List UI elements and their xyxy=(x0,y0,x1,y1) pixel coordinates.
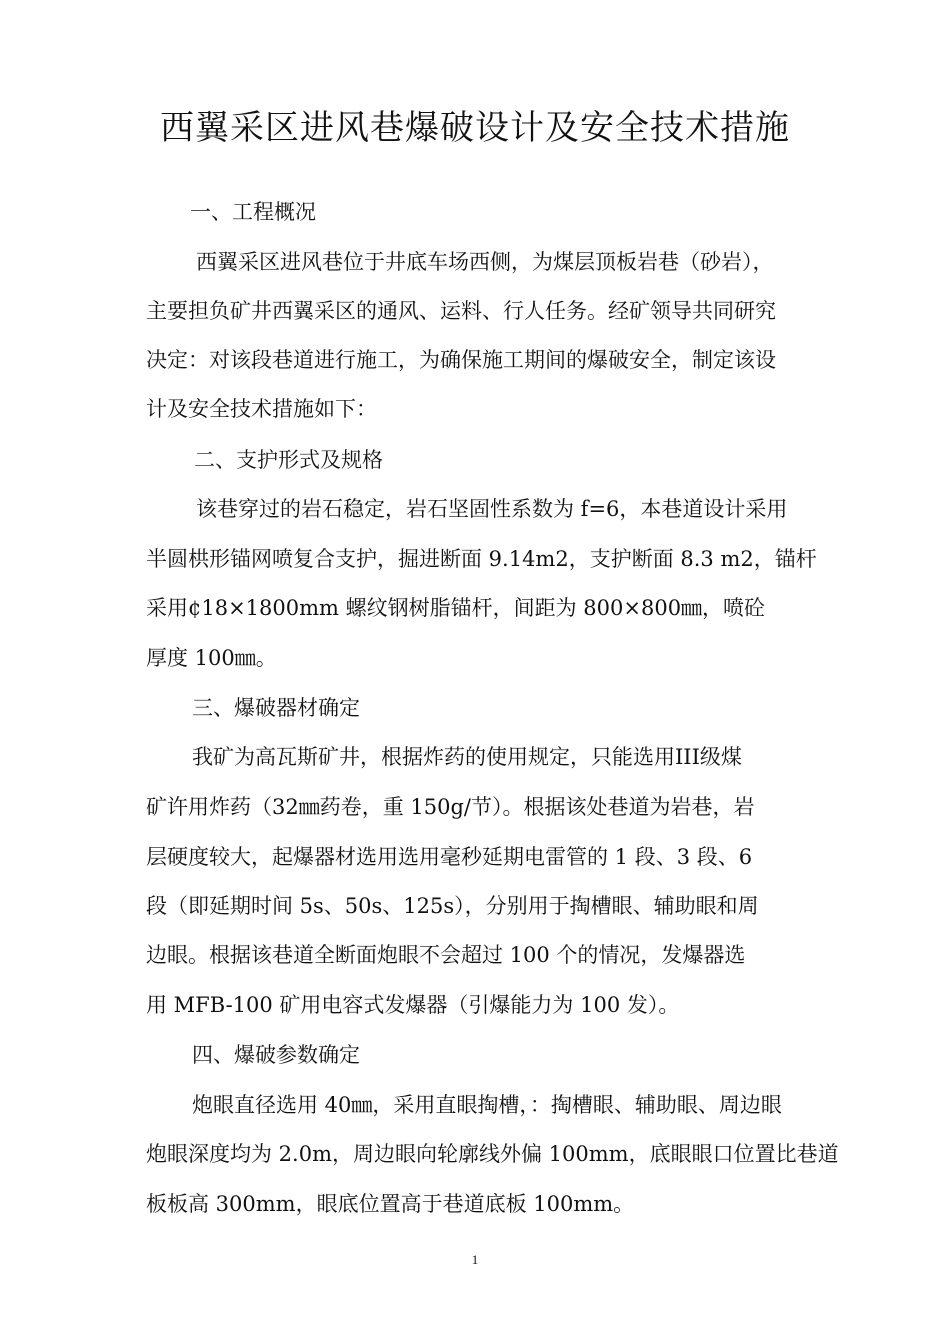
paragraph-line: 炮眼深度均为 2.0m，周边眼向轮廓线外偏 100mm，底眼眼口位置比巷道 xyxy=(146,1142,839,1166)
paragraph-line: 用 MFB-100 矿用电容式发爆器（引爆能力为 100 发）。 xyxy=(146,993,680,1017)
paragraph-line: 炮眼直径选用 40㎜，采用直眼掏槽，：掏槽眼、辅助眼、周边眼 xyxy=(192,1093,782,1117)
paragraph-line: 计及安全技术措施如下： xyxy=(146,397,377,421)
document-title: 西翼采区进风巷爆破设计及安全技术措施 xyxy=(160,108,790,148)
paragraph-line: 主要担负矿井西翼采区的通风、运料、行人任务。经矿领导共同研究 xyxy=(146,299,776,323)
paragraph-line: 矿许用炸药（32㎜药卷，重 150g/节）。根据该处巷道为岩巷，岩 xyxy=(146,795,755,819)
paragraph-line: 板板高 300mm，眼底位置高于巷道底板 100mm。 xyxy=(146,1192,635,1216)
page-number: 1 xyxy=(471,1252,479,1267)
paragraph-line: 我矿为高瓦斯矿井，根据炸药的使用规定，只能选用III级煤 xyxy=(192,745,742,769)
paragraph-line: 决定：对该段巷道进行施工，为确保施工期间的爆破安全，制定该设 xyxy=(146,348,776,372)
paragraph-line: 西翼采区进风巷位于井底车场西侧，为煤层顶板岩巷（砂岩）， xyxy=(196,250,774,274)
paragraph-line: 段（即延期时间 5s、50s、125s），分别用于掏槽眼、辅助眼和周 xyxy=(146,894,759,918)
section-heading-1: 一、工程概况 xyxy=(190,200,316,224)
section-heading-3: 三、爆破器材确定 xyxy=(192,696,360,720)
paragraph-line: 厚度 100㎜。 xyxy=(146,646,277,670)
section-heading-2: 二、支护形式及规格 xyxy=(194,448,383,472)
section-heading-4: 四、爆破参数确定 xyxy=(192,1043,360,1067)
paragraph-line: 该巷穿过的岩石稳定，岩石坚固性系数为 f=6，本巷道设计采用 xyxy=(196,497,788,521)
paragraph-line: 边眼。根据该巷道全断面炮眼不会超过 100 个的情况，发爆器选 xyxy=(146,943,746,967)
paragraph-line: 采用¢18×1800mm 螺纹钢树脂锚杆，间距为 800×800㎜，喷砼 xyxy=(146,596,766,620)
paragraph-line: 层硬度较大，起爆器材选用选用毫秒延期电雷管的 1 段、3 段、6 xyxy=(146,845,753,869)
paragraph-line: 半圆栱形锚网喷复合支护，掘进断面 9.14m2，支护断面 8.3 m2，锚杆 xyxy=(146,547,817,571)
